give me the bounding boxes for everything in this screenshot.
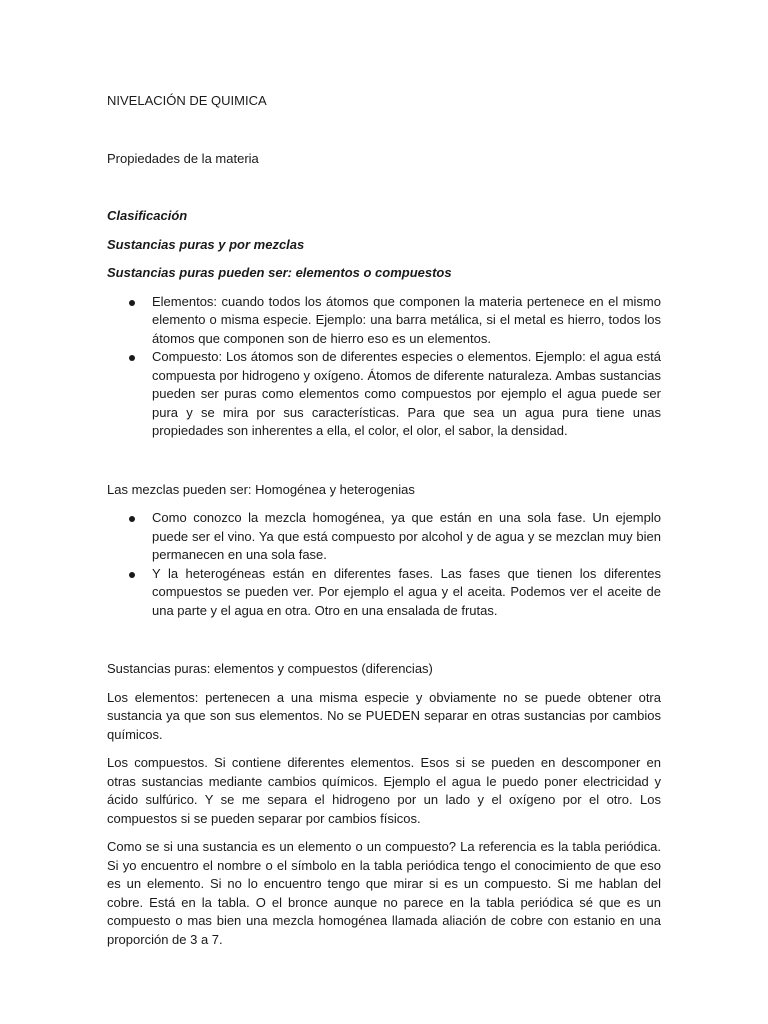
bullet-list-mezclas — [107, 509, 661, 620]
paragraph-compuestos: Los compuestos. Si contiene diferentes elementos. Esos si se pueden en descomponer en otras sustancias mediante cambios químicos. Ejemplo el agua le puedo poner electricidad y ácido sulfúrico. Y se me separa el hidrogeno por un lado y el oxígeno por el otro. Los compuestos si se pueden separar por cambios físicos. — [107, 755, 661, 826]
paragraph-elementos: Los elementos: pertenecen a una misma especie y obviamente no se puede obtener otra sustancia ya que son sus elementos. No se PUEDEN separar en otras sustancias por cambios químicos. — [107, 689, 661, 742]
heading-clasificacion: Clasificación — [107, 208, 188, 223]
list-item — [107, 348, 661, 441]
bullet-icon — [129, 300, 135, 306]
list-item-text: Elementos: cuando todos los átomos que componen la materia pertenece en el mismo elemento o misma especie. Ejemplo: una barra metálica, si el metal es hierro, todos los átomos que componen son de hierro eso es un elementos. — [152, 293, 661, 346]
bullet-icon — [129, 572, 135, 578]
bullet-icon — [129, 516, 135, 522]
list-item — [107, 293, 661, 349]
list-item — [107, 565, 661, 621]
list-item-text: Compuesto: Los átomos son de diferentes especies o elementos. Ejemplo: el agua está compuesta por hidrogeno y oxígeno. Átomos de diferente naturaleza. Ambas sustancias pueden ser puras como elementos como compuestos por ejemplo el agua puede ser pura y se mira por sus características. Para que sea un agua pura tiene unas propiedades son inherentes a ella, el color, el olor, el sabor, la densidad. — [152, 349, 661, 438]
mezclas-heading: Las mezclas pueden ser: Homogénea y heterogenias — [107, 481, 415, 497]
bullet-icon — [129, 355, 135, 361]
bullet-list-sustancias — [107, 293, 661, 441]
document-title: NIVELACIÓN DE QUIMICA — [107, 93, 267, 108]
heading-elementos-compuestos: Sustancias puras pueden ser: elementos o compuestos — [107, 265, 452, 280]
document-body — [107, 92, 661, 949]
list-item — [107, 509, 661, 565]
list-item-text: Y la heterogéneas están en diferentes fases. Las fases que tienen los diferentes compuestos se pueden ver. Por ejemplo el agua y el aceita. Podemos ver el aceite de una parte y el agua en otra. Otro en una ensalada de frutas. — [152, 565, 661, 618]
heading-sustancias: Sustancias puras y por mezclas — [107, 236, 305, 252]
section-subtitle: Propiedades de la materia — [107, 150, 259, 166]
list-item-text: Como conozco la mezcla homogénea, ya que están en una sola fase. Un ejemplo puede ser el vino. Ya que está compuesto por alcohol y de agua y se mezclan muy bien permanecen en una sola fase. — [152, 510, 661, 562]
paragraph-tabla-periodica: Como se si una sustancia es un elemento o un compuesto? La referencia es la tabla periódica. Si yo encuentro el nombre o el símbolo en la tabla periódica tengo el conocimiento de que eso es un elemento. Si no lo encuentro tengo que mirar si es un compuesto. Si me hablan del cobre. Está en la tabla. O el bronce aunque no parece en la tabla periódica sé que es un compuesto o mas bien una mezcla homogénea llamada aliación de cobre con estanio en una proporción de 3 a 7. — [107, 839, 661, 947]
diferencias-heading: Sustancias puras: elementos y compuestos (diferencias) — [107, 661, 433, 676]
